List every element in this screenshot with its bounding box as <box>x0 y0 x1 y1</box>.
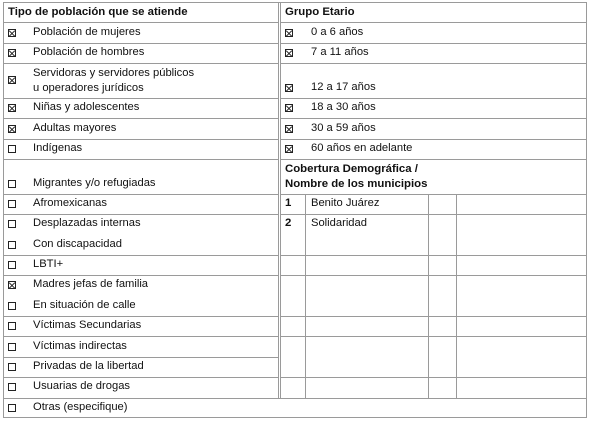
label-victimas-indirectas: Víctimas indirectas <box>33 340 127 352</box>
label-lbti: LBTI+ <box>33 258 64 270</box>
right-column-header: Grupo Etario <box>285 6 355 18</box>
checkbox-servidores-publicos[interactable] <box>8 76 16 84</box>
municipality-number: 2 <box>285 217 292 229</box>
checkbox-madres-jefas[interactable] <box>8 281 16 289</box>
checkbox-situacion-calle[interactable] <box>8 302 16 310</box>
label-afromexicanas: Afromexicanas <box>33 197 107 209</box>
left-column-header: Tipo de población que se atiende <box>8 6 188 18</box>
municipality-name: Benito Juárez <box>311 197 380 209</box>
checkbox-age-30-59[interactable] <box>285 125 293 133</box>
label-operadores-juridicos: u operadores jurídicos <box>33 82 144 94</box>
label-age-18-30: 18 a 30 años <box>311 101 376 113</box>
checkbox-privadas-libertad[interactable] <box>8 363 16 371</box>
label-age-0-6: 0 a 6 años <box>311 26 364 38</box>
checkbox-age-12-17[interactable] <box>285 84 293 92</box>
checkbox-age-18-30[interactable] <box>285 104 293 112</box>
coverage-header-line2: Nombre de los municipios <box>285 178 428 190</box>
label-desplazadas-internas: Desplazadas internas <box>33 217 141 229</box>
checkbox-con-discapacidad[interactable] <box>8 241 16 249</box>
checkbox-poblacion-mujeres[interactable] <box>8 29 16 37</box>
checkbox-ninas-adolescentes[interactable] <box>8 104 16 112</box>
checkbox-migrantes[interactable] <box>8 180 16 188</box>
checkbox-indigenas[interactable] <box>8 145 16 153</box>
label-madres-jefas: Madres jefas de familia <box>33 278 149 290</box>
checkbox-poblacion-hombres[interactable] <box>8 49 16 57</box>
municipality-name: Solidaridad <box>311 217 367 229</box>
label-situacion-calle: En situación de calle <box>33 299 136 311</box>
label-con-discapacidad: Con discapacidad <box>33 238 122 250</box>
label-poblacion-mujeres: Población de mujeres <box>33 26 141 38</box>
label-ninas-adolescentes: Niñas y adolescentes <box>33 101 140 113</box>
checkbox-usuarias-drogas[interactable] <box>8 383 16 391</box>
checkbox-age-60-plus[interactable] <box>285 145 293 153</box>
checkbox-otras[interactable] <box>8 404 16 412</box>
municipality-number: 1 <box>285 197 292 209</box>
checkbox-age-7-11[interactable] <box>285 49 293 57</box>
label-age-12-17: 12 a 17 años <box>311 81 376 93</box>
checkbox-adultas-mayores[interactable] <box>8 125 16 133</box>
label-age-30-59: 30 a 59 años <box>311 122 376 134</box>
checkbox-desplazadas-internas[interactable] <box>8 220 16 228</box>
form-table-grid <box>3 2 587 418</box>
label-privadas-libertad: Privadas de la libertad <box>33 360 144 372</box>
label-age-60-plus: 60 años en adelante <box>311 142 413 154</box>
label-usuarias-drogas: Usuarias de drogas <box>33 380 131 392</box>
label-indigenas: Indígenas <box>33 142 83 154</box>
checkbox-lbti[interactable] <box>8 261 16 269</box>
label-age-7-11: 7 a 11 años <box>311 46 369 58</box>
label-otras: Otras (especifique) <box>33 401 128 413</box>
coverage-header-line1: Cobertura Demográfica / <box>285 163 418 175</box>
label-victimas-secundarias: Víctimas Secundarias <box>33 319 142 331</box>
checkbox-victimas-secundarias[interactable] <box>8 322 16 330</box>
checkbox-victimas-indirectas[interactable] <box>8 343 16 351</box>
label-migrantes: Migrantes y/o refugiadas <box>33 177 156 189</box>
label-poblacion-hombres: Población de hombres <box>33 46 145 58</box>
label-adultas-mayores: Adultas mayores <box>33 122 117 134</box>
label-servidores-publicos: Servidoras y servidores públicos <box>33 67 195 79</box>
checkbox-age-0-6[interactable] <box>285 29 293 37</box>
checkbox-afromexicanas[interactable] <box>8 200 16 208</box>
